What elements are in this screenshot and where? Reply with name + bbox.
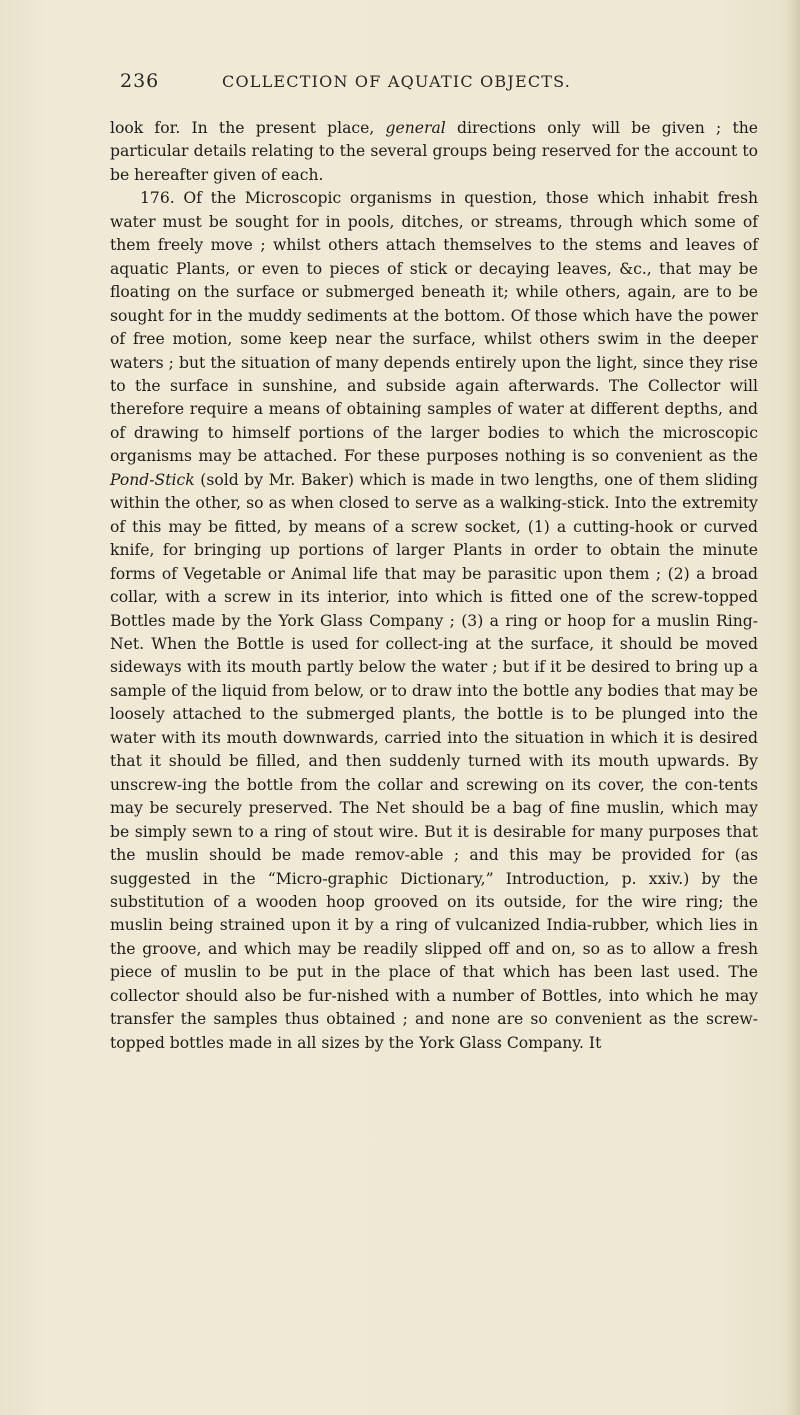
italic-term: general [385, 119, 446, 137]
paragraph-text: 176. Of the Microscopic organisms in question, those which inhabit fresh water must be sought for in pools, ditches, or streams, through which some of them freely move ; whilst others attach themselves to the stems and leaves of aquatic Plants, or even to pieces of stick or decaying leaves, &c., that may be floating on the surface or submerged beneath it; while others, again, are to be sought for in the muddy sediments at the bottom. Of those which have the power of free motion, some keep near the surface, whilst others swim in the deeper waters ; but the situation of many depends entirely upon the light, since they rise to the surface in sunshine, and subside again afterwards. The Collector will therefore require a means of obtaining samples of water at different depths, and of drawing to himself portions of the larger bodies to which the microscopic organisms may be attached. For these purposes nothing is so convenient as the [110, 189, 758, 466]
paragraph-text: directions only will be given ; the particular details relating to the several groups being reserved for the account to be hereafter given of each. [110, 119, 758, 184]
paragraph-text: (sold by Mr. Baker) which is made in two lengths, one of them sliding within the other, so as when closed to serve as a walking-stick. Into the extremity of this may be fitted, by means of a screw socket, (1) a cutting-hook or curved knife, for bringing up portions of larger Plants in order to obtain the minute forms of Vegetable or Animal life that may be parasitic upon them ; (2) a broad collar, with a screw in its interior, into which is fitted one of the screw-topped Bottles made by the York Glass Company ; (3) a ring or hoop for a muslin Ring-Net. When the Bottle is used for collect-ing at the surface, it should be moved sideways with its mouth partly below the water ; but if it be desired to bring up a sample of the liquid from below, or to draw into the bottle any bodies that may be loosely attached to the submerged plants, the bottle is to be plunged into the water with its mouth downwards, carried into the situation in which it is desired that it should be filled, and then suddenly turned with its mouth upwards. By unscrew-ing the bottle from the collar and screwing on its cover, the con-tents may be securely preserved. The Net should be a bag of fine muslin, which may be simply sewn to a ring of stout wire. But it is desirable for many purposes that the muslin should be made remov-able ; and this may be provided for (as suggested in the “Micro-graphic Dictionary,” Introduction, p. xxiv.) by the substitution of a wooden hoop grooved on its outside, for the wire ring; the muslin being strained upon it by a ring of vulcanized India-rubber, which lies in the groove, and which may be readily slipped off and on, so as to allow a fresh piece of muslin to be put in the place of that which has been last used. The collector should also be fur-nished with a number of Bottles, into which he may transfer the samples thus obtained ; and none are so convenient as the screw-topped bottles made in all sizes by the York Glass Company. It [110, 470, 758, 1052]
paragraph-176 [110, 187, 758, 1055]
page-number: 236 [120, 70, 160, 92]
page-edge-shadow [786, 0, 800, 1415]
italic-term: Pond-Stick [110, 470, 195, 489]
running-title: COLLECTION OF AQUATIC OBJECTS. [222, 72, 572, 91]
paragraph-continuation [110, 117, 758, 187]
body-text [110, 117, 758, 1055]
page-header [110, 70, 730, 100]
paragraph-text: look for. In the present place, [110, 119, 386, 137]
